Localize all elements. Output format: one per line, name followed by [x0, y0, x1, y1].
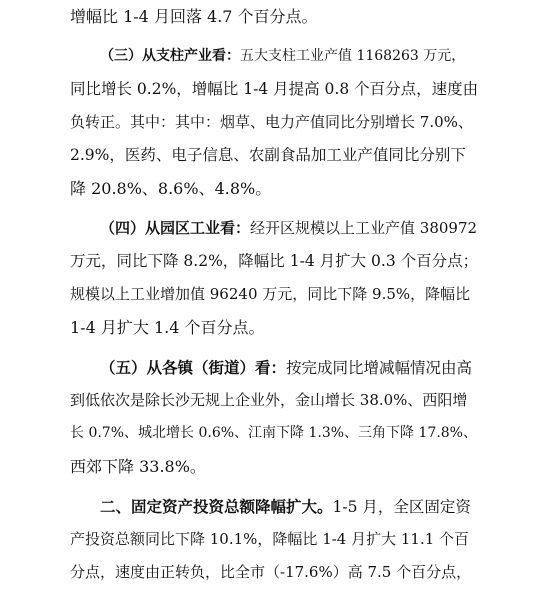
paragraph-fixed-asset-investment — [70, 490, 478, 589]
text-line — [70, 351, 478, 384]
section-heading: （四）从园区工业看： — [100, 219, 251, 237]
text-line: 分点，速度由正转负，比全市（-17.6%）高 7.5 个百分点， — [70, 563, 472, 581]
text-line: 规模以上工业增加值 96240 万元，同比下降 9.5%，降幅比 — [70, 285, 471, 303]
text-line — [70, 490, 478, 523]
text-line: 2.9%，医药、电子信息、农副食品加工业产值同比分别下 — [70, 146, 466, 164]
text-line: 降 20.8%、8.6%、4.8%。 — [70, 179, 272, 198]
text-run: 1-5 月，全区固定资 — [332, 498, 471, 516]
text-line: 西郊下降 33.8%。 — [70, 457, 206, 476]
paragraph-park-industry — [70, 212, 478, 344]
section-heading: （五）从各镇（街道）看： — [100, 358, 287, 377]
paragraph-pillar-industry — [70, 40, 478, 205]
text-line: 负转正。其中：其中：烟草、电力产值同比分别增长 7.0%、 — [70, 113, 473, 131]
text-line: 1-4 月扩大 1.4 个百分点。 — [70, 318, 265, 337]
text-line: 同比增长 0.2%，增幅比 1-4 月提高 0.8 个百分点，速度由 — [70, 80, 479, 98]
text-line: 万元，同比下降 8.2%，降幅比 1-4 月扩大 0.3 个百分点； — [70, 252, 479, 270]
text-run: 经开区规模以上工业产值 380972 — [250, 219, 478, 237]
text-line — [70, 212, 478, 245]
text-run: 按完成同比增减幅情况由高 — [286, 359, 473, 377]
text-run: 五大支柱工业产值 1168263 万元， — [240, 48, 466, 64]
text-line: 产投资总额同比下降 10.1%，降幅比 1-4 月扩大 11.1 个百 — [70, 530, 470, 548]
section-heading: 二、固定资产投资总额降幅扩大。 — [100, 497, 333, 516]
paragraph-towns — [70, 351, 478, 483]
text-line: 增幅比 1-4 月回落 4.7 个百分点。 — [70, 7, 318, 26]
section-heading: （三）从支柱产业看： — [100, 48, 240, 64]
text-line — [70, 40, 478, 73]
paragraph-0 — [70, 0, 478, 33]
text-line: 到低依次是除长沙无规上企业外，金山增长 38.0%、西阳增 — [70, 391, 468, 409]
text-line: 长 0.7%、城北增长 0.6%、江南下降 1.3%、三角下降 17.8%、 — [70, 425, 477, 441]
